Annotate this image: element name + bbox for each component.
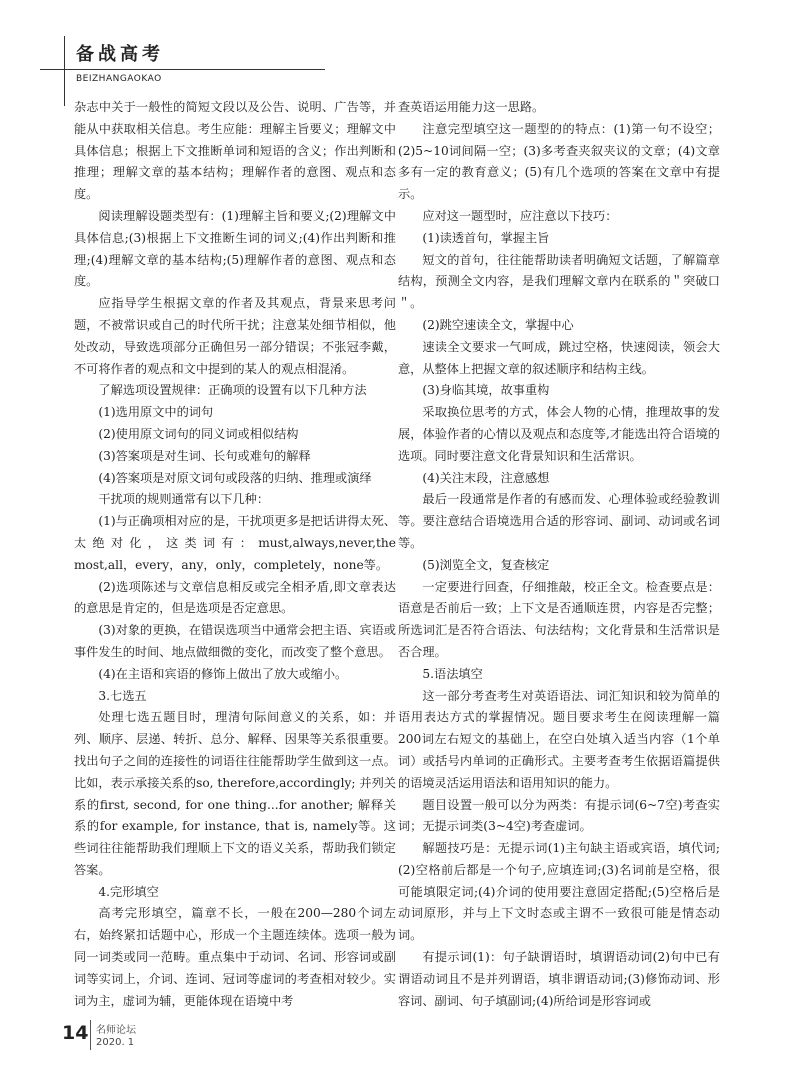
page-number: 14 — [62, 1022, 89, 1044]
paragraph: 杂志中关于一般性的简短文段以及公告、说明、广告等，并能从中获取相关信息。考生应能：理解主旨要义；理解文中具体信息；根据上下文推断单词和短语的含义；作出判断和推理；理解文章的基本结构；理解作者的意图、观点和态度。 — [74, 100, 396, 202]
list-item: (3)答案项是对生词、长句或难句的解释 — [98, 448, 311, 463]
issue-label: 2020. 1 — [96, 1037, 135, 1048]
section-title: 备战高考 — [76, 44, 164, 65]
paragraph: 有提示词(1)：句子缺谓语时，填谓语动词(2)句中已有谓语动词且不是并列谓语，填非谓语动词;(3)修饰动词、形容词、副词、句子填副词;(4)所给词是形容词或 — [398, 950, 720, 1008]
left-column — [74, 97, 396, 1012]
right-column — [398, 97, 720, 1012]
paragraph: 短文的首句，往往能帮助读者明确短文话题，了解篇章结构，预测全文内容，是我们理解文章内在联系的＂突破口＂。 — [398, 252, 720, 311]
paragraph: 查英语运用能力这一思路。 — [398, 100, 545, 114]
list-item: (1)选用原文中的词句 — [98, 405, 214, 420]
section-heading: 4.完形填空 — [98, 884, 159, 899]
subheading: (2)跳空速读全文，掌握中心 — [422, 317, 574, 332]
list-item: (1)与正确项相对应的是，干扰项更多是把话讲得太死、太绝对化，这类词有：must,always,never,the most,all，every，any，only，completely，none等。 — [74, 514, 396, 572]
paragraph: 干扰项的规则通常有以下几种： — [98, 492, 270, 507]
section-subtitle: BEIZHANGAOKAO — [76, 74, 162, 84]
paragraph: 速读全文要求一气呵成，跳过空格，快速阅读，领会大意，从整体上把握文章的叙述顺序和结构主线。 — [398, 339, 720, 376]
footer-divider — [90, 1020, 91, 1050]
list-item: (4)答案项是对原文词句或段落的归纳、推理或演绎 — [98, 470, 372, 485]
paragraph: 一定要进行回查，仔细推敲，校正全文。检查要点是：语意是否前后一致；上下文是否通顺连贯，内容是否完整；所选词汇是否符合语法、句法结构；文化背景和生活常识是否合理。 — [398, 579, 720, 659]
list-item: (4)在主语和宾语的修饰上做出了放大或缩小。 — [98, 666, 348, 681]
paragraph: 阅读理解设题类型有：(1)理解主旨和要义;(2)理解文中具体信息;(3)根据上下文推断生词的词义;(4)作出判断和推理;(4)理解文章的基本结构;(5)理解作者的意图、观点和态度。 — [74, 208, 396, 289]
paragraph: 处理七选五题目时，理清句际间意义的关系，如：并列、顺序、层递、转折、总分、解释、因果等关系很重要。找出句子之间的连接性的词语往往能帮助学生做到这一点。比如，表示承接关系的so, therefore,accordingly; 并列关系的first, second, for one thing...for another; 解释关系的for example, for instance, that is, namely等。这些词往往能帮助我们理顺上下文的语义关系，帮助我们锁定答案。 — [74, 710, 396, 877]
list-item: (2)选项陈述与文章信息相反或完全相矛盾,即文章表达的意思是肯定的，但是选项是否定意思。 — [74, 579, 396, 616]
list-item: (2)使用原文词句的同义词或相似结构 — [98, 426, 299, 441]
paragraph: 注意完型填空这一题型的的特点：(1)第一句不设空；(2)5~10词间隔一空；(3)多考查夹叙夹议的文章；(4)文章多有一定的教育意义；(5)有几个选项的答案在文章中有提示。 — [398, 121, 720, 202]
section-heading: 3.七选五 — [98, 688, 147, 703]
paragraph: 这一部分考查考生对英语语法、词汇知识和较为简单的语用表达方式的掌握情况。题目要求考生在阅读理解一篇200词左右短文的基础上，在空白处填入适当内容（1个单词）或括号内单词的正确形式。主要考查考生依据语篇提供的语境灵活运用语法和语用知识的能力。 — [398, 688, 720, 790]
list-item: (3)对象的更换，在错误选项当中通常会把主语、宾语或事件发生的时间、地点做细微的变化，而改变了整个意思。 — [74, 623, 396, 659]
section-heading: 5.语法填空 — [422, 666, 483, 681]
paragraph: 了解选项设置规律：正确项的设置有以下几种方法 — [98, 383, 367, 398]
subheading: (1)读透首句，掌握主旨 — [422, 230, 550, 245]
paragraph: 应对这一题型时，应注意以下技巧： — [422, 208, 618, 223]
subheading: (3)身临其境，故事重构 — [422, 383, 550, 398]
paragraph: 采取换位思考的方式，体会人物的心情，推理故事的发展，体验作者的心情以及观点和态度等,才能选出符合语境的选项。同时要注意文化背景知识和生活常识。 — [398, 405, 720, 463]
subheading: (5)浏览全文，复查核定 — [422, 557, 550, 572]
magazine-name: 名师论坛 — [96, 1025, 136, 1036]
paragraph: 解题技巧是：无提示词(1)主句缺主语或宾语，填代词;(2)空格前后都是一个句子,应填连词;(3)名词前是空格，很可能填限定词;(4)介词的使用要注意固定搭配;(5)空格后是动词原形，并与上下文时态或主谓不一致很可能是情态动词。 — [398, 841, 720, 943]
paragraph: 最后一段通常是作者的有感而发、心理体验或经验教训等。要注意结合语境选用合适的形容词、副词、动词或名词等。 — [398, 492, 720, 550]
paragraph: 高考完形填空，篇章不长，一般在200—280个词左右，始终紧扣话题中心，形成一个主题连续体。选项一般为同一词类或同一范畴。重点集中于动词、名词、形容词或副词等实词上，介词、连词、冠词等虚词的考查相对较少。实词为主，虚词为辅，更能体现在语境中考 — [74, 906, 396, 1008]
header-horizontal-rule — [40, 69, 325, 70]
paragraph: 题目设置一般可以分为两类：有提示词(6~7空)考查实词；无提示词类(3~4空)考查虚词。 — [398, 797, 720, 834]
header-vertical-rule — [64, 36, 65, 106]
subheading: (4)关注末段，注意感想 — [422, 470, 550, 485]
paragraph: 应指导学生根据文章的作者及其观点，背景来思考问题，不被常识或自己的时代所干扰；注意某处细节相似，他处改动，导致选项部分正确但另一部分错误；不张冠李戴，不可将作者的观点和文中提到的某人的观点相混淆。 — [74, 296, 396, 376]
